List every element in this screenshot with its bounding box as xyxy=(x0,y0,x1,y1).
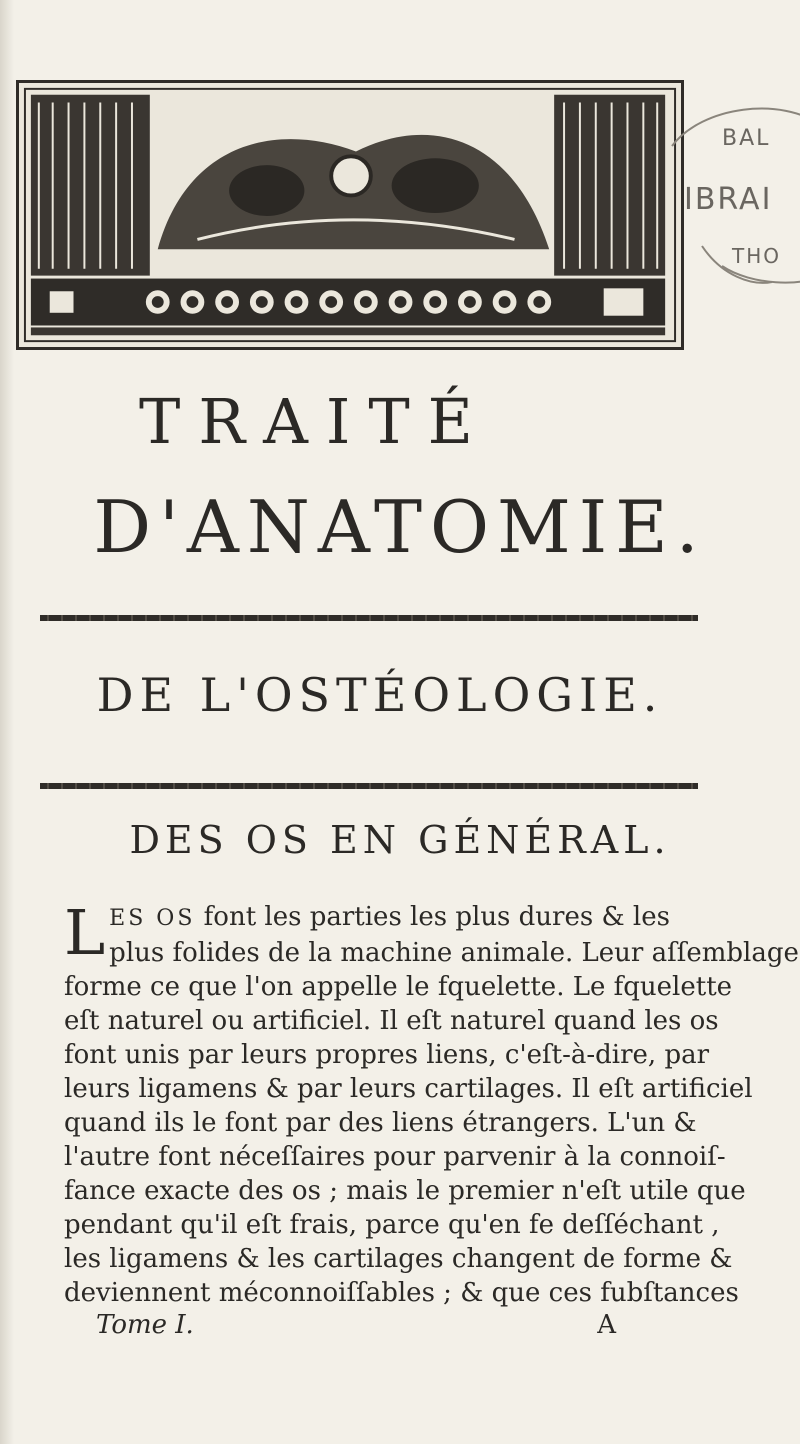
text-line: quand ils le font par des liens étrangers. L'un & xyxy=(64,1108,697,1138)
text-line: les ligamens & les cartilages changent de forme & xyxy=(64,1244,733,1274)
text-line: l'autre font néceſſaires pour parvenir à la connoiſ- xyxy=(64,1142,726,1172)
text-line: forme ce que l'on appelle le fquelette. Le fquelette xyxy=(64,972,733,1002)
page-footer xyxy=(96,1310,616,1340)
text-line: pendant qu'il eſt frais, parce qu'en fe deſſéchant , xyxy=(64,1210,720,1240)
text-line: deviennent méconnoiſſables ; & que ces fubſtances xyxy=(64,1278,739,1308)
text-line: leurs ligamens & par leurs cartilages. Il eſt artificiel xyxy=(64,1074,753,1104)
footer-tome: Tome I. xyxy=(96,1310,194,1340)
divider-rule xyxy=(40,783,698,789)
text-line: eſt naturel ou artificiel. Il eſt naturel quand les os xyxy=(64,1006,719,1036)
title-line-2: D'ANATOMIE. xyxy=(93,485,707,569)
page-gutter-shadow xyxy=(0,0,14,1444)
text-line: plus folides de la machine animale. Leur aſſemblage xyxy=(109,938,799,968)
drop-cap: L xyxy=(64,896,106,969)
first-word: ES OS xyxy=(109,906,196,931)
text-line: fance exacte des os ; mais le premier n'eſt utile que xyxy=(64,1176,746,1206)
title-traite: TRAITÉ xyxy=(139,385,491,458)
text-line: font unis par leurs propres liens, c'eſt-à-dire, par xyxy=(64,1040,710,1070)
footer-signature-mark: A xyxy=(597,1310,616,1340)
subtitle: DE L'OSTÉOLOGIE. xyxy=(96,668,664,722)
divider-rule xyxy=(40,615,698,621)
section-heading: DES OS EN GÉNÉRAL. xyxy=(129,818,671,862)
library-stamp-icon xyxy=(662,86,800,286)
ornamental-headpiece-icon xyxy=(16,80,684,350)
stamp-side-text: IBRAI xyxy=(684,182,773,217)
text-line-content: font les parties les plus dures & les xyxy=(203,902,670,932)
text-line xyxy=(64,900,724,936)
title-line-1 xyxy=(0,385,800,458)
stamp-bottom-text: THO xyxy=(732,244,781,268)
body-paragraph xyxy=(64,896,799,1310)
stamp-top-text: BAL xyxy=(722,126,771,151)
